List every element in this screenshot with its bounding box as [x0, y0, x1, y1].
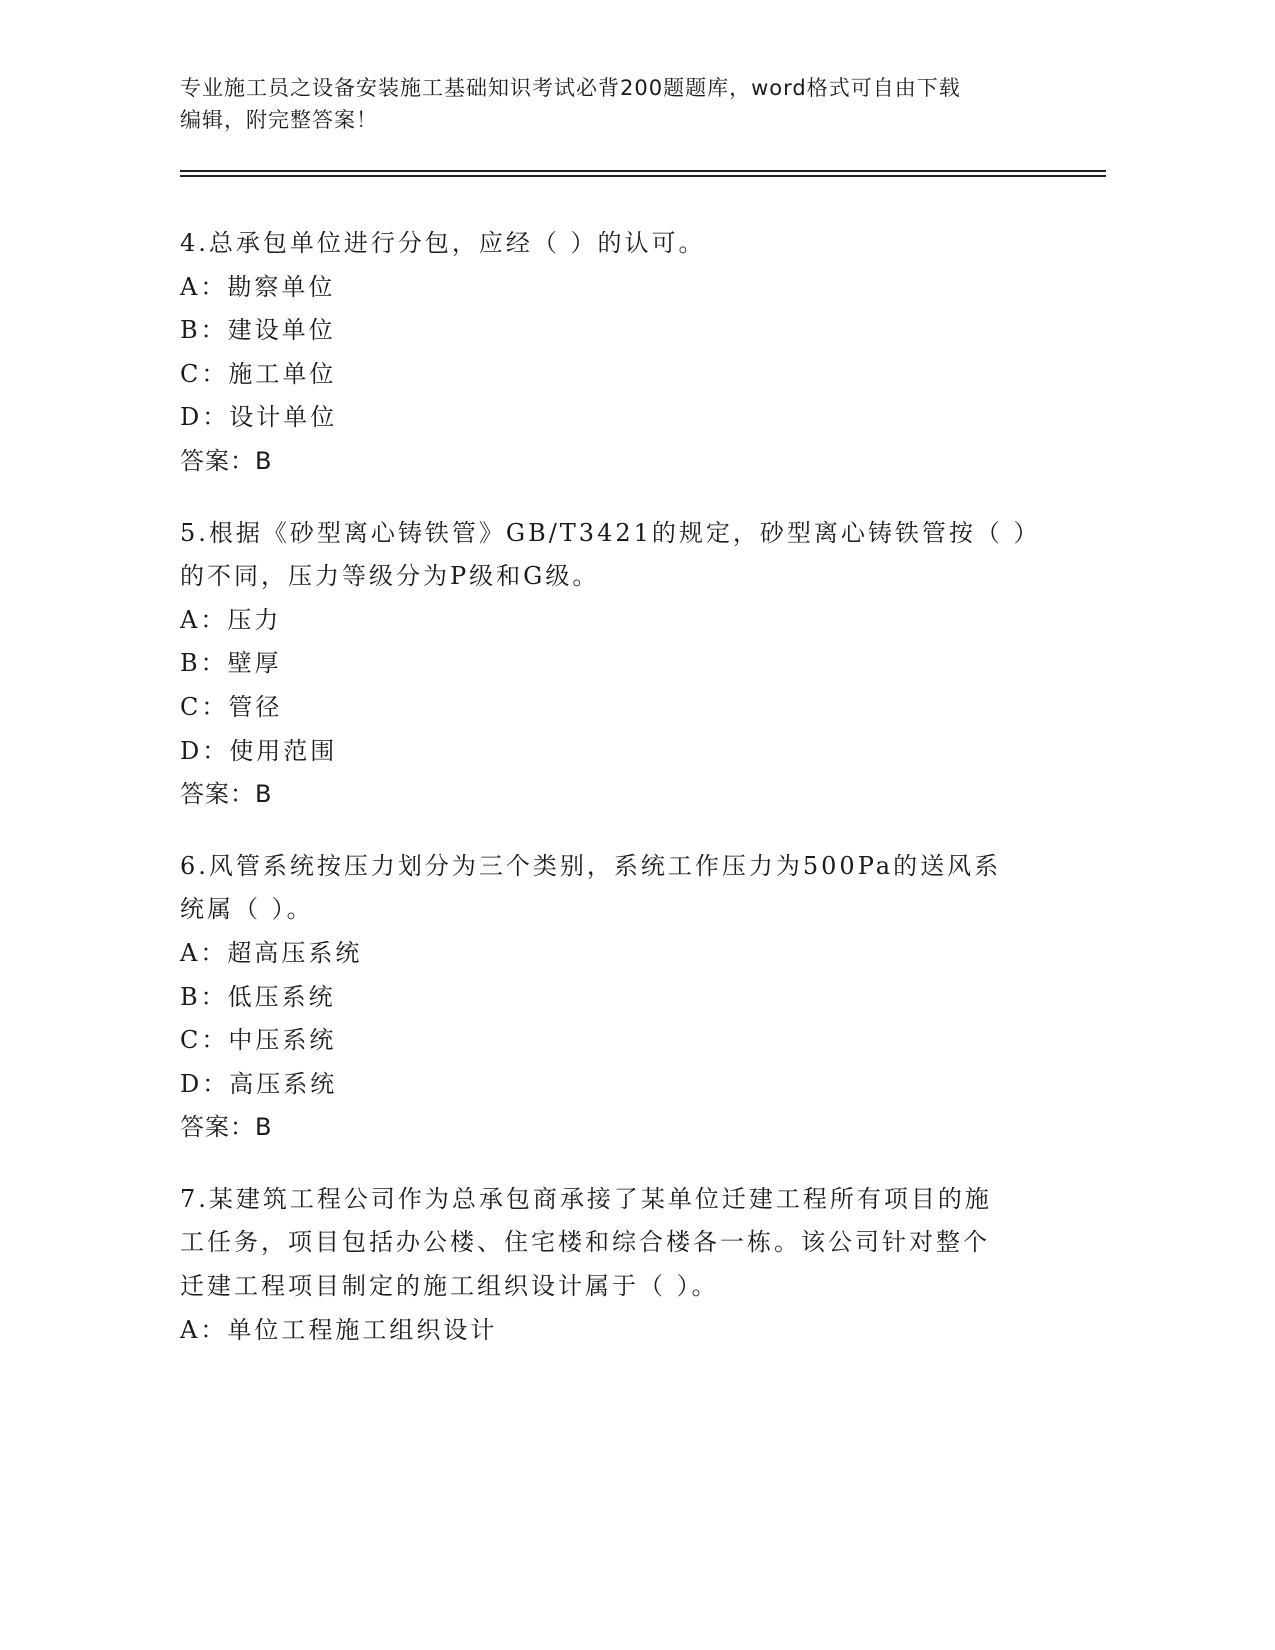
question-stem-continued: 统属（ ）。: [180, 895, 314, 924]
question-list: [180, 222, 1080, 1380]
option-b: B：壁厚: [180, 649, 282, 678]
document-header: [180, 72, 1040, 136]
question-stem: 4.总承包单位进行分包，应经（ ）的认可。: [180, 229, 706, 257]
option-b: B：低压系统: [180, 982, 336, 1011]
question-stem: 6.风管系统按压力划分为三个类别，系统工作压力为500Pa的送风系: [180, 851, 1002, 880]
question-stem-continued: 的不同，压力等级分为P级和G级。: [180, 562, 600, 591]
option-d: D：使用范围: [180, 736, 338, 765]
option-a: A：勘察单位: [180, 272, 336, 301]
header-line-1: 专业施工员之设备安装施工基础知识考试必背200题题库，word格式可自由下载: [180, 76, 961, 100]
header-line-2: 编辑，附完整答案！: [180, 108, 378, 132]
option-c: C：施工单位: [180, 359, 337, 388]
option-d: D：高压系统: [180, 1069, 338, 1098]
option-c: C：管径: [180, 692, 283, 721]
answer-line: 答案：B: [180, 780, 273, 809]
question-5: [180, 512, 1080, 817]
option-b: B：建设单位: [180, 316, 336, 345]
header-divider-top: [180, 170, 1106, 172]
question-stem: 5.根据《砂型离心铸铁管》GB/T3421的规定，砂型离心铸铁管按（ ）: [180, 518, 1041, 547]
question-7: [180, 1178, 1080, 1352]
option-c: C：中压系统: [180, 1026, 337, 1055]
question-6: [180, 845, 1080, 1150]
option-a: A：单位工程施工组织设计: [180, 1315, 498, 1344]
header-divider-bottom: [180, 175, 1106, 177]
option-a: A：压力: [180, 605, 282, 634]
question-stem: 7.某建筑工程公司作为总承包商承接了某单位迁建工程所有项目的施: [180, 1184, 992, 1213]
question-stem-continued: 迁建工程项目制定的施工组织设计属于（ ）。: [180, 1272, 719, 1301]
question-4: [180, 222, 1080, 484]
option-d: D：设计单位: [180, 403, 338, 432]
option-a: A：超高压系统: [180, 938, 363, 967]
answer-line: 答案：B: [180, 1113, 273, 1142]
question-stem-continued: 工任务，项目包括办公楼、住宅楼和综合楼各一栋。该公司针对整个: [180, 1228, 990, 1257]
answer-line: 答案：B: [180, 446, 273, 475]
